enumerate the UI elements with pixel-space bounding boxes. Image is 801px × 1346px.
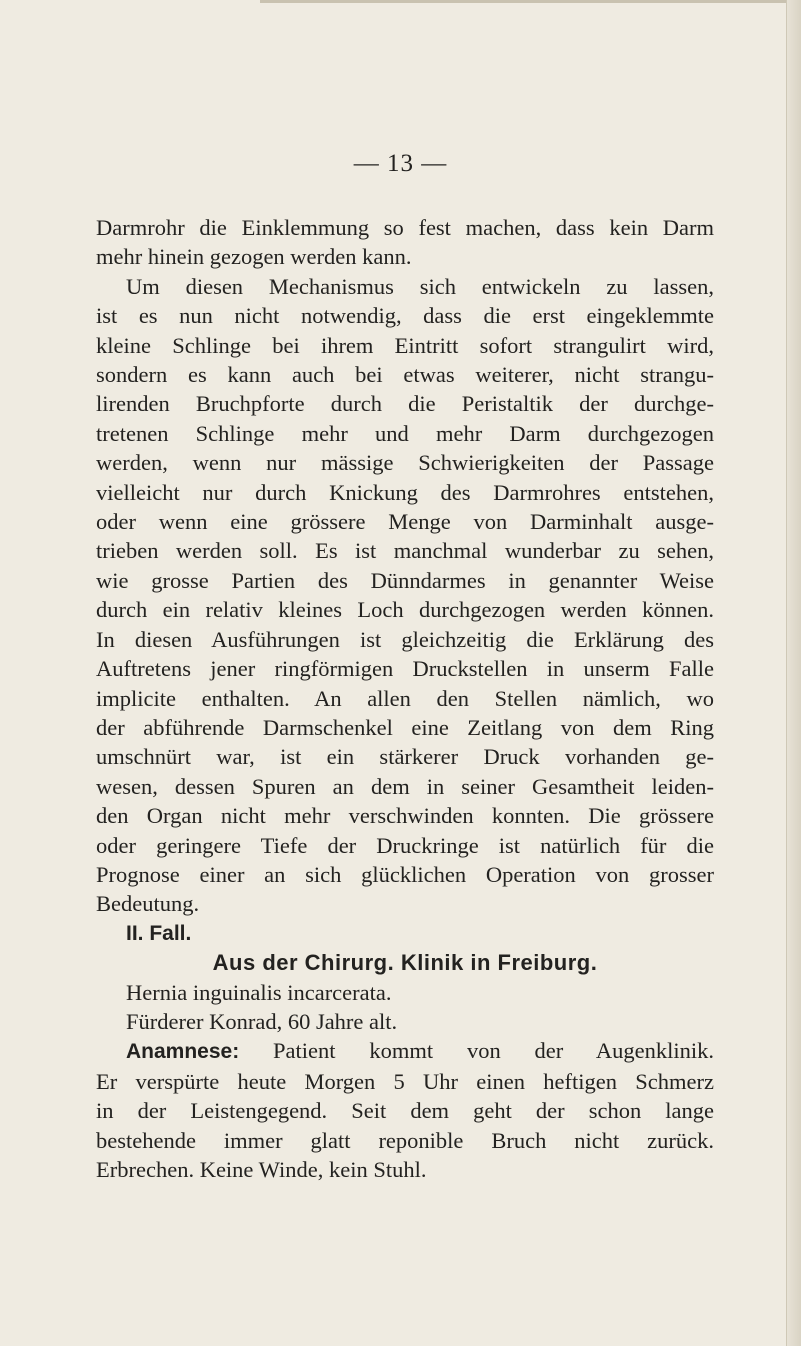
text-line: in der Leistengegend. Seit dem geht der schon lange xyxy=(96,1098,714,1124)
clinic-heading: Aus der Chirurg. Klinik in Freiburg. xyxy=(212,950,598,976)
page-number: — 13 — xyxy=(353,150,448,177)
text-line: Auftretens jener ringförmigen Druckstellen in unserm Falle xyxy=(96,656,714,682)
anamnese-text: Patient kommt von der Augenklinik. xyxy=(239,1038,714,1064)
body-text xyxy=(96,213,714,1184)
text-line: Erbrechen. Keine Winde, kein Stuhl. xyxy=(96,1157,427,1182)
text-line: oder geringere Tiefe der Druckringe ist natürlich für die xyxy=(96,832,714,858)
text-line: Er verspürte heute Morgen 5 Uhr einen heftigen Schmerz xyxy=(96,1068,714,1094)
text-line: werden, wenn nur mässige Schwierigkeiten der Passage xyxy=(96,450,714,476)
text-line: sondern es kann auch bei etwas weiterer, nicht strangu- xyxy=(96,362,714,388)
case-heading: II. Fall. xyxy=(126,921,192,945)
text-line: lirenden Bruchpforte durch die Peristaltik der durchge- xyxy=(96,391,714,417)
text-line: wesen, dessen Spuren an dem in seiner Gesamtheit leiden- xyxy=(96,773,714,799)
text-line: kleine Schlinge bei ihrem Eintritt sofort strangulirt wird, xyxy=(96,332,714,358)
text-line: Hernia inguinalis incarcerata. xyxy=(126,979,392,1005)
text-line: Prognose einer an sich glücklichen Operation von grosser xyxy=(96,861,714,887)
text-line: trieben werden soll. Es ist manchmal wunderbar zu sehen, xyxy=(96,538,714,564)
text-line: durch ein relativ kleines Loch durchgezogen werden können. xyxy=(96,597,714,623)
page-right-edge xyxy=(786,0,801,1346)
anamnese-label: Anamnese: xyxy=(126,1040,240,1064)
text-line: oder wenn eine grössere Menge von Darminhalt ausge- xyxy=(96,509,714,535)
text-line: Fürderer Konrad, 60 Jahre alt. xyxy=(126,1008,398,1034)
text-line: In diesen Ausführungen ist gleichzeitig die Erklärung des xyxy=(96,626,714,652)
text-line: vielleicht nur durch Knickung des Darmrohres entstehen, xyxy=(96,479,714,505)
text-line: implicite enthalten. An allen den Stellen nämlich, wo xyxy=(96,685,714,711)
text-line: bestehende immer glatt reponible Bruch nicht zurück. xyxy=(96,1127,714,1153)
text-line xyxy=(96,1036,714,1066)
text-line: wie grosse Partien des Dünndarmes in genannter Weise xyxy=(96,567,714,593)
text-line: tretenen Schlinge mehr und mehr Darm durchgezogen xyxy=(96,420,714,446)
text-line: mehr hinein gezogen werden kann. xyxy=(96,244,412,270)
page-top-edge xyxy=(260,0,801,3)
text-line: ist es nun nicht notwendig, dass die erst eingeklemmte xyxy=(96,303,714,329)
text-line: den Organ nicht mehr verschwinden konnten. Die grössere xyxy=(96,803,714,829)
text-line: Um diesen Mechanismus sich entwickeln zu lassen, xyxy=(126,273,714,299)
text-line: Darmrohr die Einklemmung so fest machen, dass kein Darm xyxy=(96,215,714,240)
text-line: umschnürt war, ist ein stärkerer Druck vorhanden ge- xyxy=(96,744,714,770)
text-line: Bedeutung. xyxy=(96,891,200,917)
text-line: der abführende Darmschenkel eine Zeitlang von dem Ring xyxy=(96,714,714,740)
